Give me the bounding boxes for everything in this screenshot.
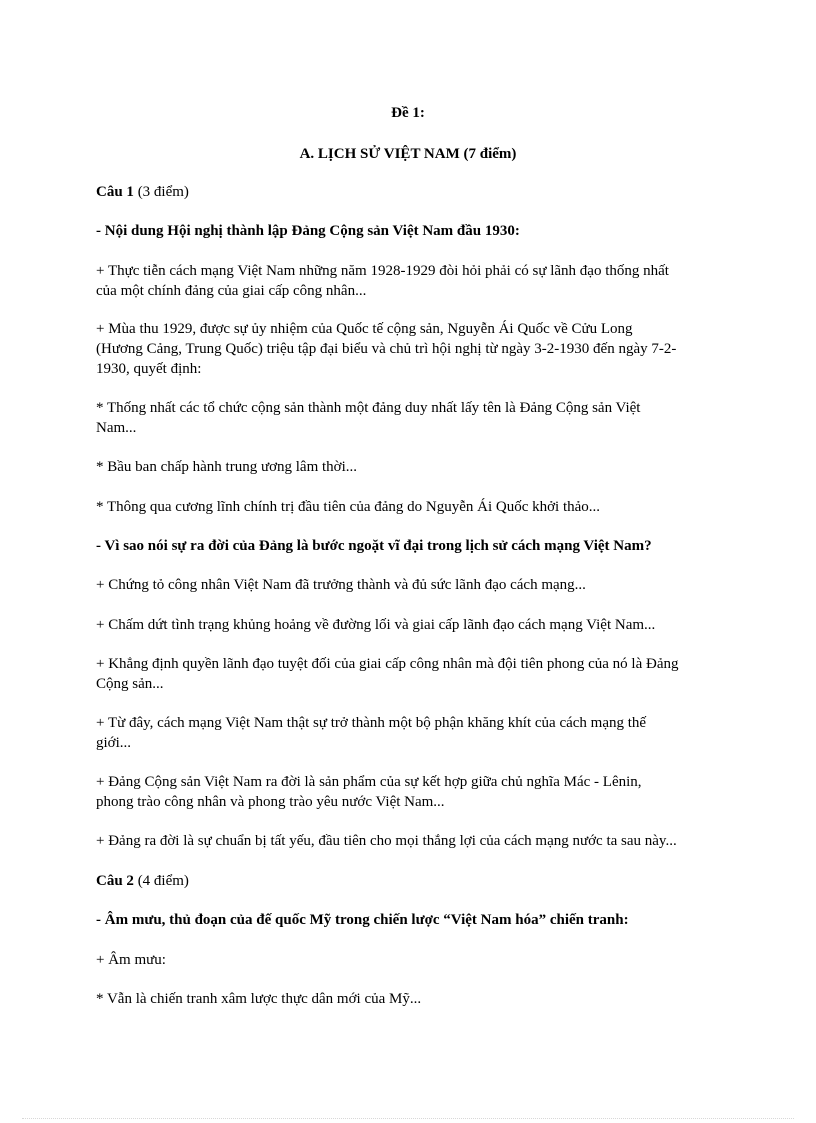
paragraph-line: + Âm mưu: <box>96 952 166 968</box>
question-1-points: (3 điểm) <box>133 184 189 200</box>
question-2-title <box>96 872 189 891</box>
q2-subheading-strategy: - Âm mưu, thủ đoạn của đế quốc Mỹ trong chiến lược “Việt Nam hóa” chiến tranh: <box>96 912 629 928</box>
paragraph-line: + Chứng tỏ công nhân Việt Nam đã trưởng thành và đủ sức lãnh đạo cách mạng... <box>96 577 586 593</box>
question-2-label: Câu 2 <box>96 873 134 889</box>
page-bottom-border <box>22 1118 794 1119</box>
paragraph-line: + Đảng Cộng sản Việt Nam ra đời là sản phẩm của sự kết hợp giữa chủ nghĩa Mác - Lênin, <box>96 774 642 790</box>
paragraph-line: giới... <box>96 735 132 751</box>
paragraph-line: + Mùa thu 1929, được sự ủy nhiệm của Quốc tế cộng sản, Nguyễn Ái Quốc về Cửu Long <box>96 321 633 337</box>
paragraph-line: của một chính đảng của giai cấp công nhân... <box>96 283 367 299</box>
paragraph-line: * Thông qua cương lĩnh chính trị đầu tiên của đảng do Nguyễn Ái Quốc khởi thảo... <box>96 499 601 515</box>
paragraph-line: + Chấm dứt tình trạng khủng hoảng về đường lối và giai cấp lãnh đạo cách mạng Việt Nam... <box>96 617 656 633</box>
paragraph-line: phong trào công nhân và phong trào yêu nước Việt Nam... <box>96 794 445 810</box>
section-title: A. LỊCH SỬ VIỆT NAM (7 điểm) <box>299 146 517 162</box>
paragraph-line: + Từ đây, cách mạng Việt Nam thật sự trở thành một bộ phận khăng khít của cách mạng thế <box>96 715 647 731</box>
q1-subheading-content: - Nội dung Hội nghị thành lập Đảng Cộng sản Việt Nam đầu 1930: <box>96 223 520 239</box>
paragraph-line: * Vẫn là chiến tranh xâm lược thực dân mới của Mỹ... <box>96 991 422 1007</box>
question-1-title <box>96 183 189 202</box>
paragraph-line: Cộng sản... <box>96 676 164 692</box>
question-1-label: Câu 1 <box>96 184 134 200</box>
paragraph-line: * Thống nhất các tổ chức cộng sản thành một đảng duy nhất lấy tên là Đảng Cộng sản Việt <box>96 400 641 416</box>
q1-subheading-significance: - Vì sao nói sự ra đời của Đảng là bước ngoặt vĩ đại trong lịch sử cách mạng Việt Nam? <box>96 538 652 554</box>
paragraph-line: 1930, quyết định: <box>96 361 202 377</box>
paragraph-line: Nam... <box>96 420 137 436</box>
paragraph-line: + Thực tiễn cách mạng Việt Nam những năm 1928-1929 đòi hỏi phải có sự lãnh đạo thống nhất <box>96 263 669 279</box>
paragraph-line: (Hương Cảng, Trung Quốc) triệu tập đại biểu và chủ trì hội nghị từ ngày 3-2-1930 đến ngày 7-2- <box>96 341 677 357</box>
question-2-points: (4 điểm) <box>133 873 189 889</box>
paragraph-line: * Bầu ban chấp hành trung ương lâm thời... <box>96 459 358 475</box>
paragraph-line: + Đảng ra đời là sự chuẩn bị tất yếu, đầu tiên cho mọi thắng lợi của cách mạng nước ta sau này... <box>96 833 677 849</box>
paragraph-line: + Khẳng định quyền lãnh đạo tuyệt đối của giai cấp công nhân mà đội tiên phong của nó là Đảng <box>96 656 679 672</box>
exam-heading: Đề 1: <box>391 105 425 121</box>
